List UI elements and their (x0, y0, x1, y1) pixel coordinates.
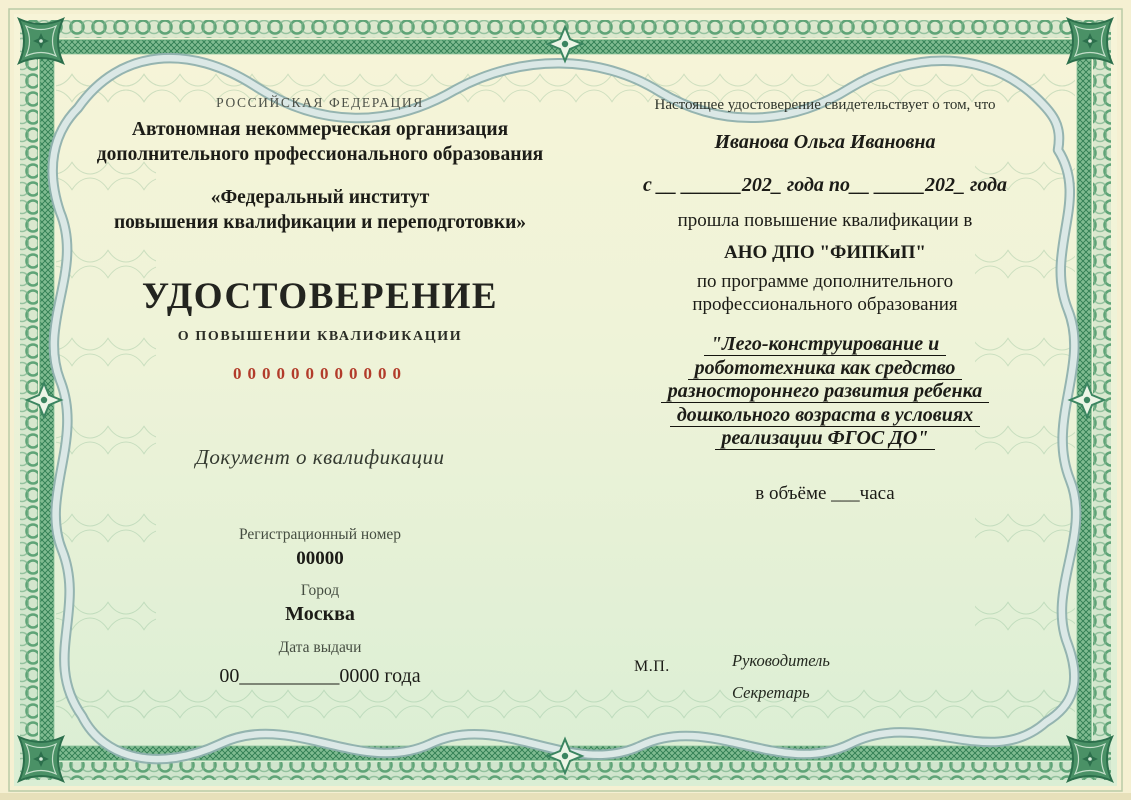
serial-number: 000000000000 (233, 364, 407, 383)
course-volume: в объёме ___часа (755, 483, 895, 504)
training-action: прошла повышение квалификации в (677, 210, 973, 231)
program-intro (610, 270, 1040, 316)
city-value: Москва (285, 603, 355, 625)
organization-line1: Автономная некоммерческая организация (131, 119, 509, 140)
institute-line1: «Федеральный институт (210, 187, 430, 208)
program-title-line-text: "Лего-конструирование и (704, 334, 946, 356)
issue-date-label: Дата выдачи (278, 639, 362, 656)
institute-name (88, 185, 552, 235)
corner-rosette-icon (19, 19, 63, 63)
left-column (88, 0, 552, 800)
stamp-placeholder: М.П. (634, 658, 670, 675)
program-intro-line2: профессионального образования (692, 294, 958, 315)
document-subtitle: О ПОВЫШЕНИИ КВАЛИФИКАЦИИ (177, 329, 463, 344)
corner-rosette-icon (1068, 737, 1112, 781)
organization-line2: дополнительного профессионального образования (96, 144, 544, 165)
issue-date-value: 00__________0000 года (219, 665, 421, 687)
training-period: с __ ______202_ года по__ _____202_ года (642, 174, 1008, 196)
program-intro-line1: по программе дополнительного (696, 271, 954, 292)
program-title-line (610, 334, 1040, 358)
organization-name (88, 117, 552, 167)
program-title-line-text: робототехника как средство (688, 358, 963, 380)
institute-line2: повышения квалификации и переподготовки» (113, 212, 527, 233)
program-title-line (610, 428, 1040, 452)
program-title (610, 334, 1040, 452)
program-title-line-text: дошкольного возраста в условиях (670, 405, 980, 427)
document-kind-label: Документ о квалификации (195, 445, 445, 469)
city-label: Город (300, 582, 340, 599)
program-title-line-text: разностороннего развития ребенка (661, 381, 990, 403)
program-title-line (610, 358, 1040, 382)
corner-rosette-icon (1068, 19, 1112, 63)
country-heading: РОССИЙСКАЯ ФЕДЕРАЦИЯ (216, 95, 424, 110)
program-title-line (610, 381, 1040, 405)
holder-name: Иванова Ольга Ивановна (714, 131, 936, 153)
organization-short-name: АНО ДПО "ФИПКиП" (724, 242, 926, 263)
document-title: УДОСТОВЕРЕНИЕ (141, 276, 499, 317)
program-title-line (610, 405, 1040, 429)
registration-number-label: Регистрационный номер (238, 526, 402, 543)
right-column (610, 0, 1040, 800)
certification-statement: Настоящее удостоверение свидетельствует о том, что (654, 97, 996, 113)
corner-rosette-icon (19, 737, 63, 781)
registration-number-value: 00000 (296, 548, 344, 569)
secretary-signature-label: Секретарь (732, 683, 810, 702)
program-title-line-text: реализации ФГОС ДО" (715, 428, 936, 450)
director-signature-label: Руководитель (732, 651, 830, 670)
